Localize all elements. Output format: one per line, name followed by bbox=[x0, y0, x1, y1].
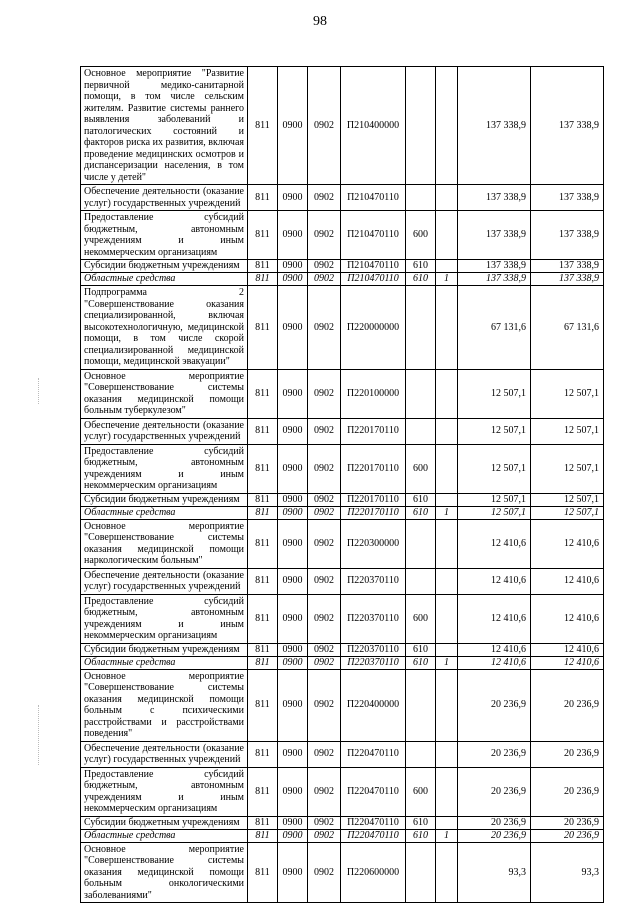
section-code-cell: 0900 bbox=[278, 493, 308, 506]
amount-year1-cell: 137 338,9 bbox=[458, 67, 531, 185]
expense-type-cell bbox=[406, 669, 436, 741]
ministry-code-cell: 811 bbox=[248, 669, 278, 741]
amount-year1-cell: 12 410,6 bbox=[458, 519, 531, 568]
expense-type-cell: 600 bbox=[406, 767, 436, 816]
subsection-code-cell: 0902 bbox=[308, 67, 341, 185]
target-article-cell: П210470110 bbox=[341, 211, 406, 260]
funding-source-cell bbox=[436, 842, 458, 903]
amount-year2-cell: 137 338,9 bbox=[531, 185, 604, 211]
table-row bbox=[81, 444, 604, 493]
subsection-code-cell: 0902 bbox=[308, 741, 341, 767]
expense-type-cell bbox=[406, 741, 436, 767]
amount-year2-cell: 12 507,1 bbox=[531, 418, 604, 444]
amount-year1-cell: 137 338,9 bbox=[458, 211, 531, 260]
expense-type-cell: 610 bbox=[406, 829, 436, 842]
section-code-cell: 0900 bbox=[278, 643, 308, 656]
row-name-cell: Предоставление субсидий бюджетным, автономным учреждениям и иным некоммерческим организациям bbox=[81, 767, 248, 816]
table-row bbox=[81, 273, 604, 286]
subsection-code-cell: 0902 bbox=[308, 568, 341, 594]
expense-type-cell: 610 bbox=[406, 656, 436, 669]
target-article-cell: П220370110 bbox=[341, 594, 406, 643]
funding-source-cell bbox=[436, 211, 458, 260]
funding-source-cell bbox=[436, 67, 458, 185]
amount-year1-cell: 12 507,1 bbox=[458, 493, 531, 506]
subsection-code-cell: 0902 bbox=[308, 273, 341, 286]
expense-type-cell bbox=[406, 369, 436, 418]
amount-year1-cell: 137 338,9 bbox=[458, 260, 531, 273]
amount-year1-cell: 20 236,9 bbox=[458, 816, 531, 829]
row-name-cell: Областные средства bbox=[81, 656, 248, 669]
subsection-code-cell: 0902 bbox=[308, 643, 341, 656]
amount-year2-cell: 12 507,1 bbox=[531, 493, 604, 506]
row-name-cell: Основное мероприятие "Совершенствование системы оказания медицинской помощи больным с психическими расстройствами и расстройствами поведения" bbox=[81, 669, 248, 741]
expense-type-cell: 600 bbox=[406, 594, 436, 643]
amount-year1-cell: 67 131,6 bbox=[458, 286, 531, 370]
subsection-code-cell: 0902 bbox=[308, 286, 341, 370]
amount-year2-cell: 137 338,9 bbox=[531, 273, 604, 286]
amount-year2-cell: 137 338,9 bbox=[531, 211, 604, 260]
target-article-cell: П220400000 bbox=[341, 669, 406, 741]
subsection-code-cell: 0902 bbox=[308, 669, 341, 741]
row-name-cell: Субсидии бюджетным учреждениям bbox=[81, 816, 248, 829]
table-row bbox=[81, 211, 604, 260]
amount-year2-cell: 20 236,9 bbox=[531, 767, 604, 816]
binding-margin-mark bbox=[38, 705, 40, 765]
ministry-code-cell: 811 bbox=[248, 369, 278, 418]
expense-type-cell bbox=[406, 67, 436, 185]
ministry-code-cell: 811 bbox=[248, 816, 278, 829]
table-row bbox=[81, 260, 604, 273]
target-article-cell: П210470110 bbox=[341, 185, 406, 211]
page-number: 98 bbox=[313, 14, 327, 29]
ministry-code-cell: 811 bbox=[248, 185, 278, 211]
ministry-code-cell: 811 bbox=[248, 286, 278, 370]
amount-year2-cell: 20 236,9 bbox=[531, 669, 604, 741]
funding-source-cell bbox=[436, 568, 458, 594]
row-name-cell: Субсидии бюджетным учреждениям bbox=[81, 493, 248, 506]
amount-year1-cell: 12 507,1 bbox=[458, 418, 531, 444]
section-code-cell: 0900 bbox=[278, 418, 308, 444]
ministry-code-cell: 811 bbox=[248, 568, 278, 594]
amount-year1-cell: 12 507,1 bbox=[458, 444, 531, 493]
amount-year1-cell: 12 410,6 bbox=[458, 643, 531, 656]
ministry-code-cell: 811 bbox=[248, 741, 278, 767]
expense-type-cell bbox=[406, 519, 436, 568]
amount-year2-cell: 137 338,9 bbox=[531, 260, 604, 273]
target-article-cell: П220470110 bbox=[341, 816, 406, 829]
funding-source-cell bbox=[436, 594, 458, 643]
funding-source-cell bbox=[436, 767, 458, 816]
table-row bbox=[81, 656, 604, 669]
section-code-cell: 0900 bbox=[278, 767, 308, 816]
funding-source-cell bbox=[436, 741, 458, 767]
ministry-code-cell: 811 bbox=[248, 493, 278, 506]
amount-year2-cell: 20 236,9 bbox=[531, 741, 604, 767]
subsection-code-cell: 0902 bbox=[308, 506, 341, 519]
amount-year2-cell: 67 131,6 bbox=[531, 286, 604, 370]
ministry-code-cell: 811 bbox=[248, 829, 278, 842]
funding-source-cell bbox=[436, 260, 458, 273]
ministry-code-cell: 811 bbox=[248, 842, 278, 903]
amount-year1-cell: 12 507,1 bbox=[458, 369, 531, 418]
row-name-cell: Субсидии бюджетным учреждениям bbox=[81, 643, 248, 656]
row-name-cell: Основное мероприятие "Развитие первичной медико-санитарной помощи, в том числе сельским жителям. Развитие системы раннего выявления заболеваний и патологических состояний и факторов риска их развития, включая проведение медицинских осмотров и диспансеризации населения, в том числе у детей" bbox=[81, 67, 248, 185]
amount-year2-cell: 12 507,1 bbox=[531, 369, 604, 418]
expense-type-cell bbox=[406, 185, 436, 211]
expense-type-cell: 600 bbox=[406, 444, 436, 493]
table-row bbox=[81, 842, 604, 903]
row-name-cell: Субсидии бюджетным учреждениям bbox=[81, 260, 248, 273]
amount-year1-cell: 93,3 bbox=[458, 842, 531, 903]
expense-type-cell: 610 bbox=[406, 260, 436, 273]
target-article-cell: П220170110 bbox=[341, 506, 406, 519]
target-article-cell: П220000000 bbox=[341, 286, 406, 370]
target-article-cell: П210470110 bbox=[341, 260, 406, 273]
expense-type-cell: 610 bbox=[406, 816, 436, 829]
funding-source-cell bbox=[436, 669, 458, 741]
target-article-cell: П220300000 bbox=[341, 519, 406, 568]
section-code-cell: 0900 bbox=[278, 669, 308, 741]
section-code-cell: 0900 bbox=[278, 842, 308, 903]
table-row bbox=[81, 185, 604, 211]
table-row bbox=[81, 594, 604, 643]
target-article-cell: П220470110 bbox=[341, 767, 406, 816]
table-row bbox=[81, 643, 604, 656]
amount-year1-cell: 137 338,9 bbox=[458, 273, 531, 286]
funding-source-cell: 1 bbox=[436, 506, 458, 519]
funding-source-cell: 1 bbox=[436, 273, 458, 286]
funding-source-cell bbox=[436, 369, 458, 418]
subsection-code-cell: 0902 bbox=[308, 767, 341, 816]
amount-year2-cell: 137 338,9 bbox=[531, 67, 604, 185]
amount-year1-cell: 20 236,9 bbox=[458, 829, 531, 842]
row-name-cell: Основное мероприятие "Совершенствование системы оказания медицинской помощи больным онкологическими заболеваниями" bbox=[81, 842, 248, 903]
table-row bbox=[81, 67, 604, 185]
ministry-code-cell: 811 bbox=[248, 506, 278, 519]
funding-source-cell bbox=[436, 418, 458, 444]
ministry-code-cell: 811 bbox=[248, 594, 278, 643]
target-article-cell: П220370110 bbox=[341, 656, 406, 669]
amount-year1-cell: 20 236,9 bbox=[458, 669, 531, 741]
table-row bbox=[81, 519, 604, 568]
subsection-code-cell: 0902 bbox=[308, 842, 341, 903]
section-code-cell: 0900 bbox=[278, 656, 308, 669]
section-code-cell: 0900 bbox=[278, 506, 308, 519]
row-name-cell: Подпрограмма 2 "Совершенствование оказания специализированной, включая высокотехнологичную, медицинской помощи, в том числе скорой специализированной медицинской помощи, медицинской эвакуации" bbox=[81, 286, 248, 370]
expense-type-cell bbox=[406, 568, 436, 594]
budget-table bbox=[80, 66, 604, 903]
funding-source-cell: 1 bbox=[436, 656, 458, 669]
target-article-cell: П220470110 bbox=[341, 829, 406, 842]
section-code-cell: 0900 bbox=[278, 816, 308, 829]
row-name-cell: Обеспечение деятельности (оказание услуг) государственных учреждений bbox=[81, 741, 248, 767]
section-code-cell: 0900 bbox=[278, 568, 308, 594]
ministry-code-cell: 811 bbox=[248, 67, 278, 185]
row-name-cell: Областные средства bbox=[81, 506, 248, 519]
expense-type-cell: 610 bbox=[406, 273, 436, 286]
funding-source-cell bbox=[436, 643, 458, 656]
expense-type-cell bbox=[406, 286, 436, 370]
subsection-code-cell: 0902 bbox=[308, 444, 341, 493]
amount-year1-cell: 12 410,6 bbox=[458, 594, 531, 643]
subsection-code-cell: 0902 bbox=[308, 594, 341, 643]
expense-type-cell: 610 bbox=[406, 493, 436, 506]
ministry-code-cell: 811 bbox=[248, 656, 278, 669]
amount-year2-cell: 20 236,9 bbox=[531, 816, 604, 829]
ministry-code-cell: 811 bbox=[248, 211, 278, 260]
amount-year1-cell: 137 338,9 bbox=[458, 185, 531, 211]
row-name-cell: Предоставление субсидий бюджетным, автономным учреждениям и иным некоммерческим организациям bbox=[81, 594, 248, 643]
funding-source-cell bbox=[436, 185, 458, 211]
subsection-code-cell: 0902 bbox=[308, 656, 341, 669]
section-code-cell: 0900 bbox=[278, 67, 308, 185]
subsection-code-cell: 0902 bbox=[308, 418, 341, 444]
expense-type-cell: 600 bbox=[406, 211, 436, 260]
row-name-cell: Предоставление субсидий бюджетным, автономным учреждениям и иным некоммерческим организациям bbox=[81, 444, 248, 493]
amount-year2-cell: 12 410,6 bbox=[531, 568, 604, 594]
table-row bbox=[81, 816, 604, 829]
target-article-cell: П220170110 bbox=[341, 418, 406, 444]
section-code-cell: 0900 bbox=[278, 185, 308, 211]
row-name-cell: Предоставление субсидий бюджетным, автономным учреждениям и иным некоммерческим организациям bbox=[81, 211, 248, 260]
table-row bbox=[81, 829, 604, 842]
amount-year2-cell: 93,3 bbox=[531, 842, 604, 903]
table-row bbox=[81, 418, 604, 444]
target-article-cell: П220370110 bbox=[341, 643, 406, 656]
amount-year2-cell: 12 410,6 bbox=[531, 643, 604, 656]
target-article-cell: П220170110 bbox=[341, 493, 406, 506]
section-code-cell: 0900 bbox=[278, 260, 308, 273]
subsection-code-cell: 0902 bbox=[308, 211, 341, 260]
amount-year1-cell: 20 236,9 bbox=[458, 767, 531, 816]
subsection-code-cell: 0902 bbox=[308, 369, 341, 418]
target-article-cell: П220170110 bbox=[341, 444, 406, 493]
target-article-cell: П210470110 bbox=[341, 273, 406, 286]
amount-year2-cell: 12 410,6 bbox=[531, 656, 604, 669]
target-article-cell: П220370110 bbox=[341, 568, 406, 594]
target-article-cell: П220470110 bbox=[341, 741, 406, 767]
section-code-cell: 0900 bbox=[278, 369, 308, 418]
subsection-code-cell: 0902 bbox=[308, 185, 341, 211]
section-code-cell: 0900 bbox=[278, 829, 308, 842]
table-row bbox=[81, 568, 604, 594]
expense-type-cell bbox=[406, 418, 436, 444]
amount-year1-cell: 12 410,6 bbox=[458, 656, 531, 669]
ministry-code-cell: 811 bbox=[248, 444, 278, 493]
section-code-cell: 0900 bbox=[278, 594, 308, 643]
section-code-cell: 0900 bbox=[278, 273, 308, 286]
subsection-code-cell: 0902 bbox=[308, 493, 341, 506]
row-name-cell: Основное мероприятие "Совершенствование системы оказания медицинской помощи наркологическим больным" bbox=[81, 519, 248, 568]
amount-year1-cell: 12 507,1 bbox=[458, 506, 531, 519]
funding-source-cell bbox=[436, 816, 458, 829]
row-name-cell: Обеспечение деятельности (оказание услуг) государственных учреждений bbox=[81, 185, 248, 211]
table-row bbox=[81, 767, 604, 816]
ministry-code-cell: 811 bbox=[248, 260, 278, 273]
funding-source-cell bbox=[436, 444, 458, 493]
amount-year1-cell: 12 410,6 bbox=[458, 568, 531, 594]
ministry-code-cell: 811 bbox=[248, 418, 278, 444]
funding-source-cell bbox=[436, 286, 458, 370]
binding-margin-mark bbox=[38, 378, 40, 404]
row-name-cell: Обеспечение деятельности (оказание услуг) государственных учреждений bbox=[81, 418, 248, 444]
ministry-code-cell: 811 bbox=[248, 643, 278, 656]
section-code-cell: 0900 bbox=[278, 741, 308, 767]
table-body bbox=[81, 67, 604, 903]
amount-year2-cell: 12 507,1 bbox=[531, 444, 604, 493]
row-name-cell: Обеспечение деятельности (оказание услуг) государственных учреждений bbox=[81, 568, 248, 594]
section-code-cell: 0900 bbox=[278, 286, 308, 370]
amount-year2-cell: 12 410,6 bbox=[531, 519, 604, 568]
ministry-code-cell: 811 bbox=[248, 273, 278, 286]
funding-source-cell bbox=[436, 493, 458, 506]
section-code-cell: 0900 bbox=[278, 211, 308, 260]
amount-year1-cell: 20 236,9 bbox=[458, 741, 531, 767]
table-row bbox=[81, 669, 604, 741]
table-row bbox=[81, 369, 604, 418]
subsection-code-cell: 0902 bbox=[308, 829, 341, 842]
target-article-cell: П220600000 bbox=[341, 842, 406, 903]
subsection-code-cell: 0902 bbox=[308, 260, 341, 273]
funding-source-cell bbox=[436, 519, 458, 568]
subsection-code-cell: 0902 bbox=[308, 519, 341, 568]
amount-year2-cell: 12 410,6 bbox=[531, 594, 604, 643]
subsection-code-cell: 0902 bbox=[308, 816, 341, 829]
row-name-cell: Областные средства bbox=[81, 829, 248, 842]
table-row bbox=[81, 741, 604, 767]
ministry-code-cell: 811 bbox=[248, 767, 278, 816]
table-row bbox=[81, 286, 604, 370]
expense-type-cell: 610 bbox=[406, 643, 436, 656]
table-row bbox=[81, 493, 604, 506]
section-code-cell: 0900 bbox=[278, 444, 308, 493]
expense-type-cell: 610 bbox=[406, 506, 436, 519]
table-row bbox=[81, 506, 604, 519]
row-name-cell: Основное мероприятие "Совершенствование системы оказания медицинской помощи больным туберкулезом" bbox=[81, 369, 248, 418]
row-name-cell: Областные средства bbox=[81, 273, 248, 286]
funding-source-cell: 1 bbox=[436, 829, 458, 842]
amount-year2-cell: 12 507,1 bbox=[531, 506, 604, 519]
ministry-code-cell: 811 bbox=[248, 519, 278, 568]
expense-type-cell bbox=[406, 842, 436, 903]
amount-year2-cell: 20 236,9 bbox=[531, 829, 604, 842]
target-article-cell: П210400000 bbox=[341, 67, 406, 185]
target-article-cell: П220100000 bbox=[341, 369, 406, 418]
section-code-cell: 0900 bbox=[278, 519, 308, 568]
